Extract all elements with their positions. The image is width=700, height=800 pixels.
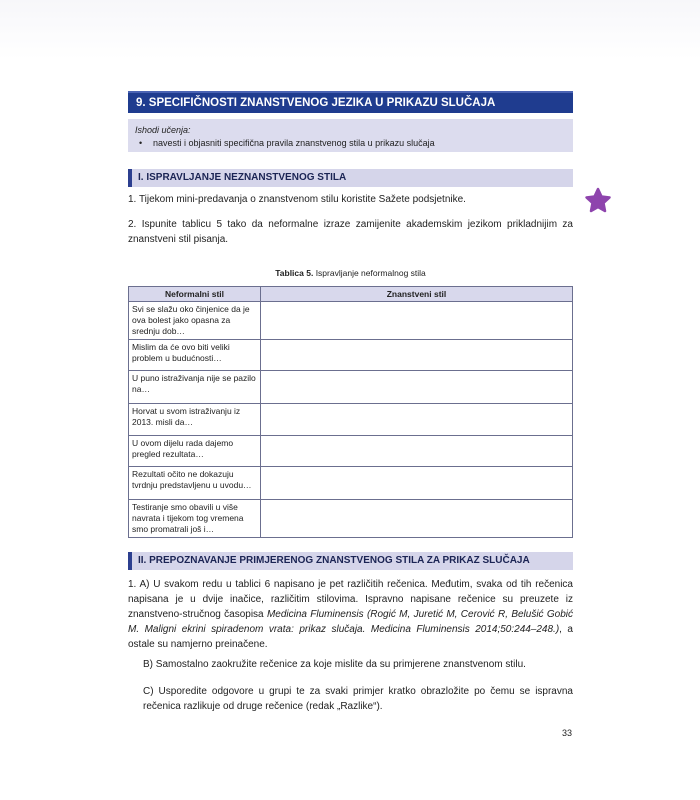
informal-cell: Horvat u svom istraživanju iz 2013. misli da… [129, 404, 261, 436]
section-1-paragraph-2: 2. Ispunite tablicu 5 tako da neformalne izraze zamijenite akademskim jezikom prikladnijim za znanstveni stil pisanja. [128, 219, 573, 245]
section-2-title: II. PREPOZNAVANJE PRIMJERENOG ZNANSTVENOG STILA ZA PRIKAZ SLUČAJA [138, 555, 530, 566]
column-header-scientific: Znanstveni stil [261, 287, 573, 302]
learning-outcome-item [135, 137, 566, 150]
scientific-answer-cell[interactable] [261, 371, 573, 404]
table-header-row [129, 287, 573, 302]
section-2-paragraph-c: C) Usporedite odgovore u grupi te za svaki primjer kratko obrazložite po čemu se ispravna rečenica razlikuje od druge rečenice (redak „Razlike“). [143, 686, 573, 712]
table-row [129, 404, 573, 436]
page-top-shade [0, 0, 700, 60]
scientific-answer-cell[interactable] [261, 302, 573, 340]
table-row [129, 302, 573, 340]
scientific-answer-cell[interactable] [261, 500, 573, 538]
section-2-paragraph-a-start: 1. A) U svakom redu u tablici 6 napisano je pet različitih rečenica. Međutim, svaka od tih rečenica napisana je u dvije inačice, različitim stilovima. Ispravno napisane rečenice su preuzete iz znanstveno-stručnog časopisa [128, 579, 573, 620]
section-2-header [128, 552, 573, 570]
bullet-icon: • [139, 138, 143, 148]
table-caption-label: Tablica 5. [275, 268, 314, 278]
table-row [129, 436, 573, 467]
table-caption-text: Ispravljanje neformalnog stila [313, 268, 426, 278]
journal-citation: Medicina Fluminensis (Rogić M, Juretić M, Cerović R, Belušić Gobić M. Maligni ekrini spiradenom vrata: prikaz slučaja. Medicina Fluminensis 2014;50:244–248.) [128, 609, 573, 635]
informal-cell: Rezultati očito ne dokazuju tvrdnju predstavljenu u uvodu… [129, 467, 261, 500]
scientific-answer-cell[interactable] [261, 467, 573, 500]
style-correction-table [128, 286, 573, 538]
informal-cell: Svi se slažu oko činjenice da je ova bolest jako opasna za srednju dob… [129, 302, 261, 340]
scientific-answer-cell[interactable] [261, 404, 573, 436]
learning-outcome-text: navesti i objasniti specifična pravila znanstvenog stila u prikazu slučaja [153, 138, 435, 148]
page-number: 33 [561, 728, 572, 738]
section-1-title: I. ISPRAVLJANJE NEZNANSTVENOG STILA [138, 172, 347, 183]
section-1-header [128, 169, 573, 187]
chapter-title-bar [128, 91, 573, 113]
informal-cell: Testiranje smo obavili u više navrata i tijekom tog vremena smo promatrali još i… [129, 500, 261, 538]
informal-cell: Mislim da će ovo biti veliki problem u budućnosti… [129, 340, 261, 371]
learning-outcomes-box [128, 119, 573, 152]
table-row [129, 340, 573, 371]
section-2-paragraph-a-end: , a ostale su namjerno preinačene. [128, 624, 573, 650]
informal-cell: U puno istraživanja nije se pazilo na… [129, 371, 261, 404]
section-1-paragraph-1: 1. Tijekom mini-predavanja o znanstvenom stilu koristite Sažete podsjetnike. [128, 194, 466, 205]
scientific-answer-cell[interactable] [261, 340, 573, 371]
scientific-answer-cell[interactable] [261, 436, 573, 467]
column-header-informal: Neformalni stil [129, 287, 261, 302]
table-caption [128, 268, 573, 278]
table-row [129, 371, 573, 404]
chapter-title: 9. SPECIFIČNOSTI ZNANSTVENOG JEZIKA U PRIKAZU SLUČAJA [136, 97, 496, 109]
learning-outcomes-title: Ishodi učenja: [135, 125, 191, 135]
section-2-paragraph-b: B) Samostalno zaokružite rečenice za koje mislite da su primjerene znanstvenom stilu. [143, 659, 526, 670]
informal-cell: U ovom dijelu rada dajemo pregled rezultata… [129, 436, 261, 467]
table-row [129, 467, 573, 500]
star-icon [584, 187, 612, 215]
table-row [129, 500, 573, 538]
section-2-paragraph-a [128, 577, 573, 652]
